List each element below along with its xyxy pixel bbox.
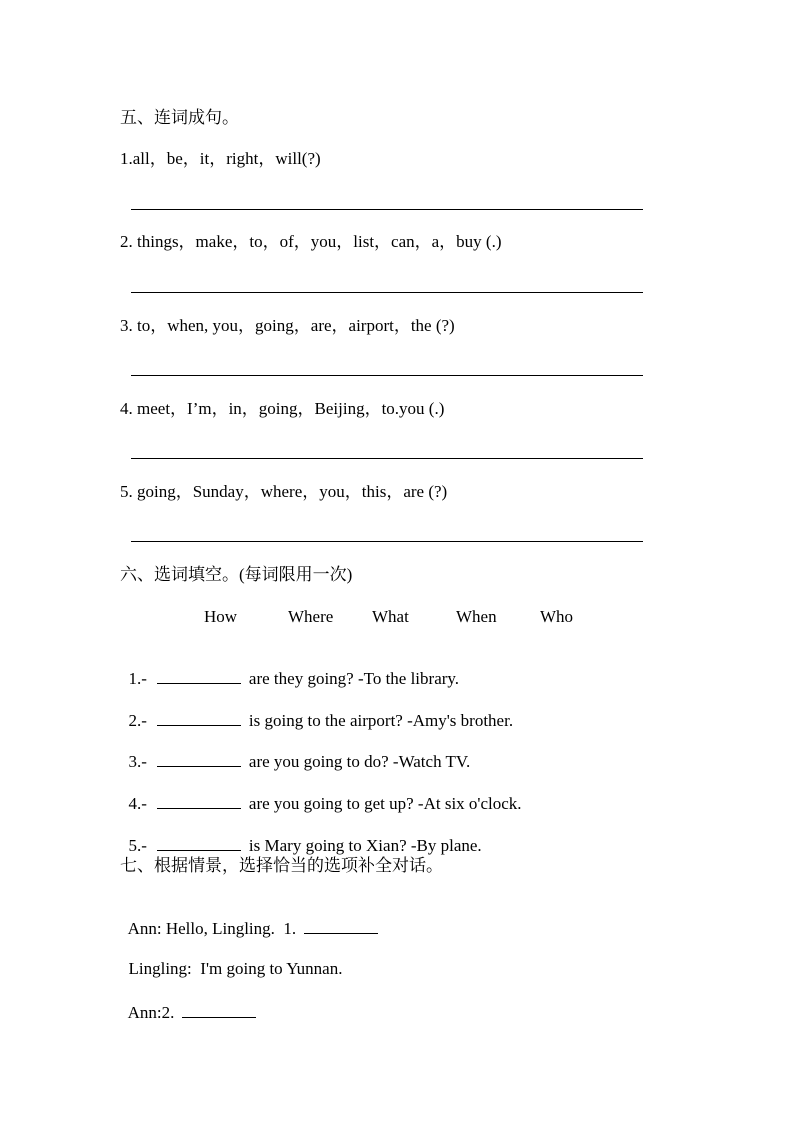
answer-line-2[interactable] bbox=[131, 292, 643, 293]
dialogue-blank-1[interactable] bbox=[304, 918, 378, 934]
dialogue-text: Ann:2. bbox=[127, 1003, 175, 1022]
fill-blank-3[interactable] bbox=[157, 751, 241, 767]
word-what: What bbox=[372, 607, 409, 626]
fill-item-number: 1.- bbox=[128, 669, 147, 688]
section5-item-3: 3. to，when, you，going，are，airport，the (?) bbox=[120, 316, 455, 335]
section5-item-1: 1.all，be，it，right，will(?) bbox=[120, 149, 321, 168]
section7-heading: 七、根据情景，选择恰当的选项补全对话。 bbox=[120, 856, 443, 875]
fill-item-number: 5.- bbox=[128, 836, 147, 855]
dialogue-line-1 bbox=[120, 898, 378, 939]
fill-item-text: is going to the airport? -Amy's brother. bbox=[248, 711, 514, 730]
fill-item-text: are they going? -To the library. bbox=[248, 669, 460, 688]
fill-item-number: 2.- bbox=[128, 711, 147, 730]
word-where: Where bbox=[288, 607, 334, 626]
word-how: How bbox=[204, 607, 238, 626]
dialogue-line-3 bbox=[120, 982, 256, 1023]
answer-line-5[interactable] bbox=[131, 541, 643, 542]
fill-item-number: 4.- bbox=[128, 794, 147, 813]
fill-blank-1[interactable] bbox=[157, 668, 241, 684]
fill-blank-5[interactable] bbox=[157, 835, 241, 851]
fill-item-text: are you going to do? -Watch TV. bbox=[248, 752, 471, 771]
fill-item-text: is Mary going to Xian? -By plane. bbox=[248, 836, 482, 855]
fill-item-3 bbox=[120, 731, 470, 772]
section5-heading: 五、连词成句。 bbox=[120, 108, 239, 127]
dialogue-text: Ann: Hello, Lingling. 1. bbox=[127, 919, 297, 938]
answer-line-1[interactable] bbox=[131, 209, 643, 210]
fill-item-5 bbox=[120, 815, 482, 856]
dialogue-text: Lingling: I'm going to Yunnan. bbox=[128, 959, 343, 978]
dialogue-blank-2[interactable] bbox=[182, 1002, 256, 1018]
fill-blank-2[interactable] bbox=[157, 710, 241, 726]
fill-item-2 bbox=[120, 690, 513, 731]
word-who: Who bbox=[540, 607, 574, 626]
section5-item-4: 4. meet，I’m，in，going，Beijing，to.you (.) bbox=[120, 399, 445, 418]
answer-line-3[interactable] bbox=[131, 375, 643, 376]
fill-item-1 bbox=[120, 648, 459, 689]
fill-blank-4[interactable] bbox=[157, 793, 241, 809]
section6-heading: 六、选词填空。(每词限用一次) bbox=[120, 565, 353, 584]
fill-item-text: are you going to get up? -At six o'clock. bbox=[248, 794, 522, 813]
section5-item-5: 5. going，Sunday，where，you，this，are (?) bbox=[120, 482, 448, 501]
fill-item-number: 3.- bbox=[128, 752, 147, 771]
dialogue-line-2 bbox=[120, 939, 342, 979]
answer-line-4[interactable] bbox=[131, 458, 643, 459]
word-when: When bbox=[456, 607, 497, 626]
section5-item-2: 2. things，make，to，of，you，list，can，a，buy (.) bbox=[120, 232, 502, 251]
fill-item-4 bbox=[120, 773, 522, 814]
